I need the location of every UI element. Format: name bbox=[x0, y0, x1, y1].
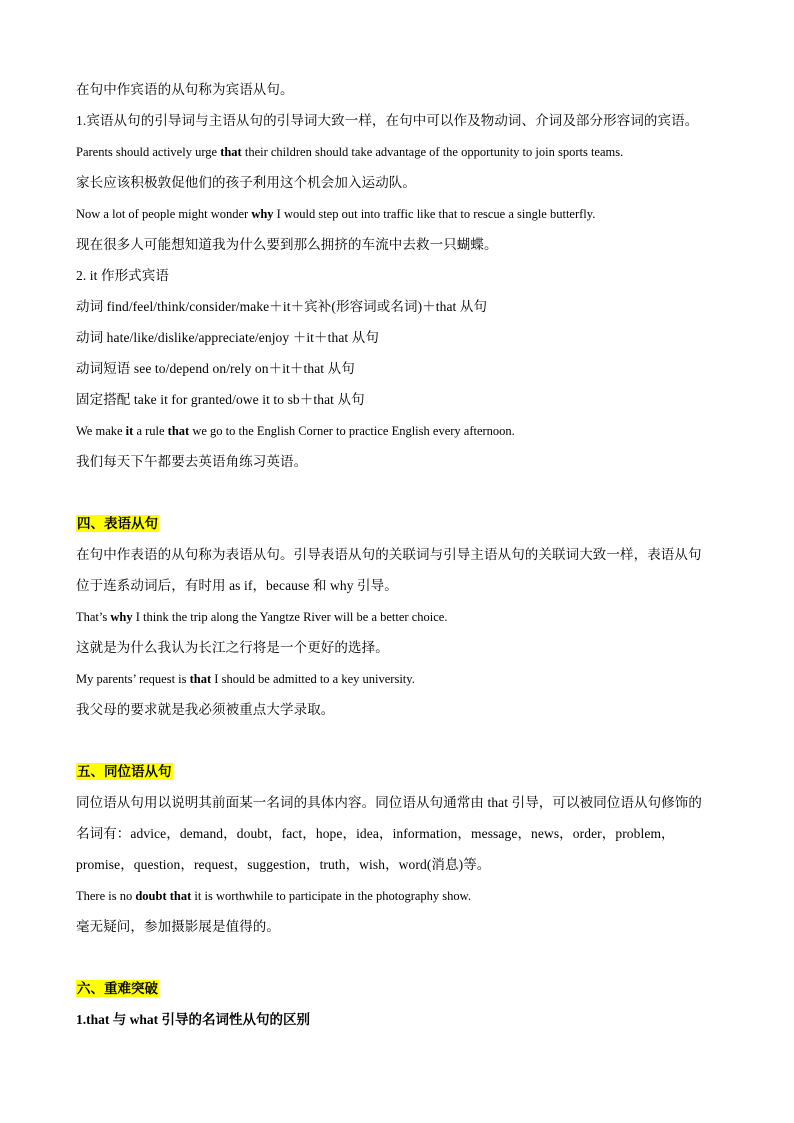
example-translation: 我们每天下午都要去英语角练习英语。 bbox=[76, 454, 308, 469]
it-rule: 动词短语 see to/depend on/rely on＋it＋that 从句 bbox=[76, 361, 355, 376]
section-heading-appositive-clause: 五、同位语从句 bbox=[77, 764, 172, 779]
example-sentence: That’s why I think the trip along the Yangtze River will be a better choice. bbox=[76, 610, 448, 624]
object-clause-rule-1: 1.宾语从句的引导词与主语从句的引导词大致一样，在句中可以作及物动词、介词及部分形容词的宾语。 bbox=[76, 113, 699, 128]
object-clause-definition: 在句中作宾语的从句称为宾语从句。 bbox=[76, 82, 294, 97]
example-translation: 我父母的要求就是我必须被重点大学录取。 bbox=[76, 702, 335, 717]
appositive-clause-description: 名词有：advice，demand，doubt，fact，hope，idea，information，message，news，order，problem， bbox=[76, 826, 675, 841]
example-sentence: My parents’ request is that I should be admitted to a key university. bbox=[76, 672, 415, 686]
section-heading-predicative-clause: 四、表语从句 bbox=[77, 516, 158, 531]
predicative-clause-description: 位于连系动词后，有时用 as if，because 和 why 引导。 bbox=[76, 578, 398, 593]
it-formal-object-title: 2. it 作形式宾语 bbox=[76, 268, 169, 283]
it-rule: 动词 find/feel/think/consider/make＋it＋宾补(形容词或名词)＋that 从句 bbox=[76, 299, 488, 314]
example-translation: 毫无疑问，参加摄影展是值得的。 bbox=[76, 919, 280, 934]
example-sentence: Now a lot of people might wonder why I would step out into traffic like that to rescue a single butterfly. bbox=[76, 207, 596, 221]
appositive-clause-description: 同位语从句用以说明其前面某一名词的具体内容。同位语从句通常由 that 引导，可以被同位语从句修饰的 bbox=[76, 795, 702, 810]
it-rule: 动词 hate/like/dislike/appreciate/enjoy ＋it＋that 从句 bbox=[76, 330, 379, 345]
subsection-title: 1.that 与 what 引导的名词性从句的区别 bbox=[76, 1012, 311, 1027]
document-page bbox=[76, 78, 726, 1039]
section-heading-key-points: 六、重难突破 bbox=[77, 981, 158, 996]
example-translation: 现在很多人可能想知道我为什么要到那么拥挤的车流中去救一只蝴蝶。 bbox=[76, 237, 498, 252]
example-sentence: We make it a rule that we go to the English Corner to practice English every afternoon. bbox=[76, 424, 515, 438]
appositive-clause-description: promise，question，request，suggestion，truth，wish，word(消息)等。 bbox=[76, 857, 491, 872]
predicative-clause-description: 在句中作表语的从句称为表语从句。引导表语从句的关联词与引导主语从句的关联词大致一样，表语从句 bbox=[76, 547, 702, 562]
example-translation: 这就是为什么我认为长江之行将是一个更好的选择。 bbox=[76, 640, 389, 655]
example-translation: 家长应该积极敦促他们的孩子利用这个机会加入运动队。 bbox=[76, 175, 416, 190]
example-sentence: Parents should actively urge that their children should take advantage of the opportunity to join sports teams. bbox=[76, 145, 624, 159]
it-rule: 固定搭配 take it for granted/owe it to sb＋that 从句 bbox=[76, 392, 365, 407]
example-sentence: There is no doubt that it is worthwhile to participate in the photography show. bbox=[76, 889, 471, 903]
